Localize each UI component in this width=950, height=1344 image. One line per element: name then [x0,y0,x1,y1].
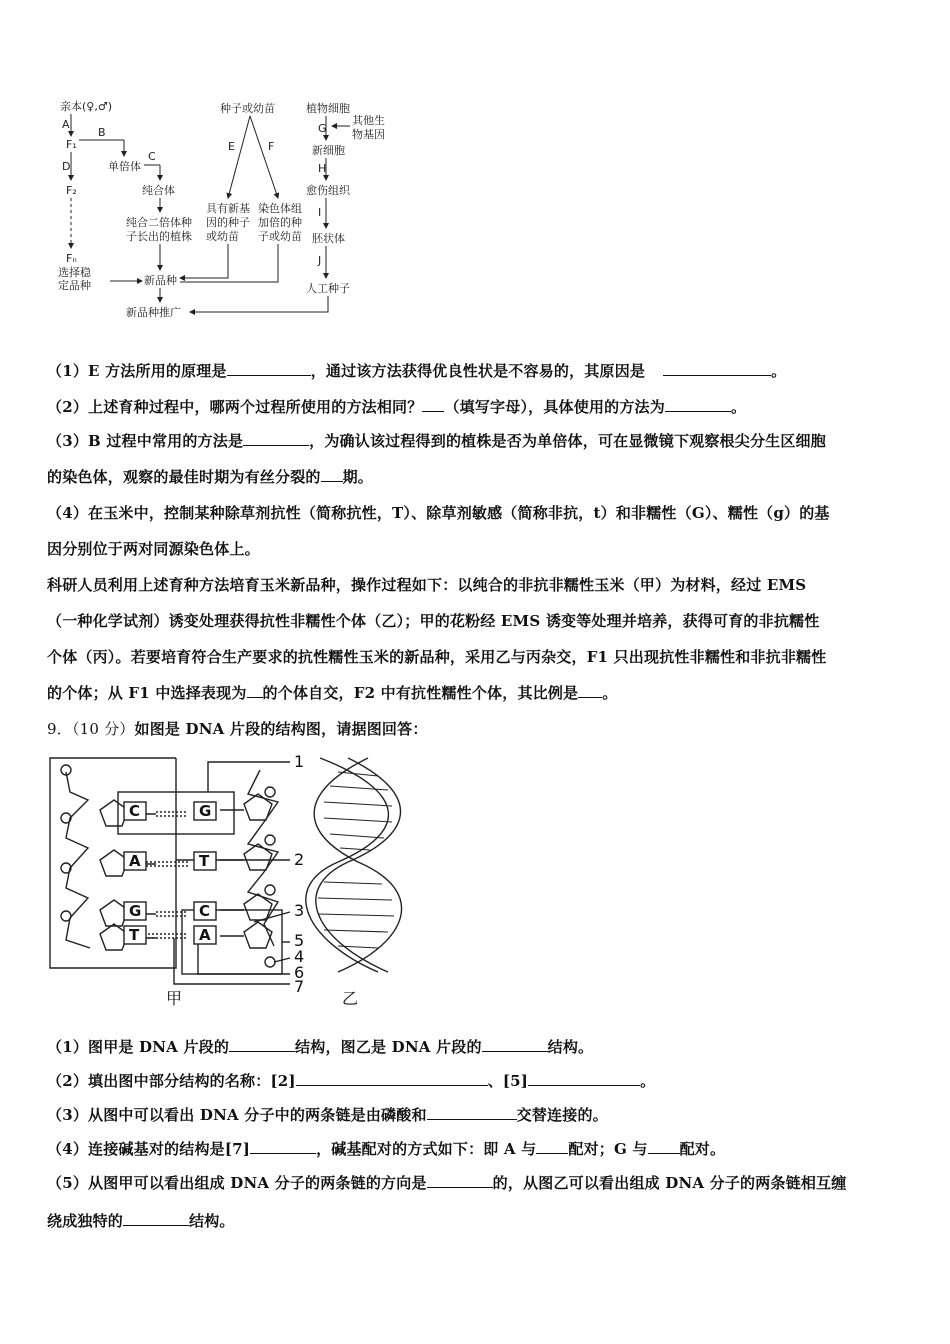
select-stable-line1: 选择稳 [58,266,91,279]
q9-heading [47,718,428,739]
new-cell-label: 新细胞 [312,144,345,157]
q9-sub5-text-b: 的，从图乙可以看出组成 DNA 分子的两条链相互缠 [492,1174,847,1192]
left-base-1: C [129,802,141,820]
letter-g: G [318,122,327,135]
right-base-1: G [199,802,212,820]
q9-score: （10 分） [71,720,135,738]
q8-paragraph-text4-b: 的个体自交，F2 中有抗性糯性个体，其比例是 [262,684,579,702]
f1-label: F₁ [66,138,77,151]
letter-f: F [268,140,275,153]
q9-sub4 [47,1138,725,1159]
answer-blank[interactable] [296,1071,488,1086]
q8-paragraph-line4 [47,682,617,703]
answer-blank[interactable] [578,683,602,698]
q8-part3-text-b: ，为确认该过程得到的植株是否为单倍体，可在显微镜下观察根尖分生区细胞 [309,432,826,450]
q8-paragraph-line1 [47,574,806,595]
seed-seedling-label: 种子或幼苗 [220,102,275,115]
q9-sub5-text-a: （5）从图甲可以看出组成 DNA 分子的两条链的方向是 [47,1174,427,1192]
q9-sub4-text-c: 配对；G 与 [568,1140,648,1158]
right-base-4: A [199,926,211,944]
answer-blank[interactable] [482,1037,548,1052]
chromosome-doubled-line2: 加倍的种 [258,216,302,229]
q8-part1-text-b: ，通过该方法获得优良性状是不容易的，其原因是 [310,362,646,380]
q8-part2 [47,396,746,417]
chromosome-doubled-line3: 子或幼苗 [258,230,302,243]
haploid-label: 单倍体 [108,160,141,173]
label-5: 5 [294,931,305,950]
q8-paragraph-text2: （一种化学试剂）诱变处理获得抗性非糯性个体（乙）；甲的花粉经 EMS 诱变等处理并培养，获得可育的非抗糯性 [47,612,820,630]
chromosome-doubled-line1: 染色体组 [258,202,302,215]
homozygous-label: 纯合体 [142,184,175,197]
q8-part4-cont [47,538,260,559]
q8-part1-text-a: （1）E 方法所用的原理是 [47,362,227,380]
answer-blank[interactable] [427,1105,517,1120]
answer-blank[interactable] [321,467,343,482]
dna-diagram [48,752,438,1008]
q8-paragraph-text4-c: 。 [602,684,618,702]
q9-sub1-text-a: （1）图甲是 DNA 片段的 [47,1038,230,1056]
answer-blank[interactable] [427,1173,493,1188]
q8-part3b-text-a: 的染色体，观察的最佳时期为有丝分裂的 [47,468,321,486]
q8-part3-text-a: （3）B 过程中常用的方法是 [47,432,244,450]
other-gene-line2: 物基因 [352,128,385,141]
diploid-plant-line2: 子长出的植株 [126,230,192,243]
answer-blank[interactable] [422,397,444,412]
label-2: 2 [294,850,305,869]
label-6: 6 [294,963,305,982]
q8-part2-text-b: （填写字母），具体使用的方法为 [444,398,665,416]
q8-paragraph-text3: 个体（丙）。若要培育符合生产要求的抗性糯性玉米的新品种，采用乙与丙杂交，F1 只出现抗性非糯性和非抗非糯性 [47,648,827,666]
answer-blank[interactable] [247,683,263,698]
fn-label: Fₙ [66,252,77,265]
answer-blank[interactable] [229,1037,295,1052]
q9-sub5b-text-a: 绕成独特的 [47,1212,124,1230]
q9-sub1-text-b: 结构，图乙是 DNA 片段的 [295,1038,482,1056]
q9-sub4-text-b: ，碱基配对的方式如下：即 A 与 [316,1140,537,1158]
q9-stem: 如图是 DNA 片段的结构图，请据图回答： [134,720,428,738]
left-base-2: A [129,852,141,870]
letter-j: J [318,254,322,267]
new-gene-seed-line1: 具有新基 [206,202,250,215]
letter-h: H [318,162,327,175]
new-gene-seed-line3: 或幼苗 [206,230,239,243]
q9-sub2-text-b: 、[5] [487,1072,529,1090]
breeding-diagram-svg [50,98,385,328]
q9-sub3 [47,1104,608,1125]
answer-blank[interactable] [528,1071,640,1086]
other-gene-line1: 其他生 [352,114,385,127]
q9-sub5-cont [47,1210,235,1231]
q9-sub4-text-a: （4）连接碱基对的结构是[7] [47,1140,251,1158]
q8-paragraph-text1: 科研人员利用上述育种方法培育玉米新品种，操作过程如下：以纯合的非抗非糯性玉米（甲）为材料，经过 EMS [47,576,807,594]
q8-part3-cont [47,466,373,487]
answer-blank[interactable] [123,1211,189,1226]
q8-paragraph-line2 [47,610,819,631]
letter-e: E [228,140,235,153]
label-1: 1 [294,752,305,771]
letter-d: D [62,160,71,173]
q9-sub1-text-c: 结构。 [547,1038,594,1056]
diploid-plant-line1: 纯合二倍体种 [126,216,192,229]
right-base-2: T [199,852,210,870]
embryoid-label: 胚状体 [312,232,345,245]
caption-jia: 甲 [166,989,183,1008]
q8-part4 [47,502,830,523]
left-base-4: T [129,926,140,944]
answer-blank[interactable] [665,397,731,412]
answer-blank[interactable] [250,1139,316,1154]
label-4: 4 [294,947,305,966]
right-base-3: C [199,902,211,920]
letter-c: C [148,150,156,163]
q8-part1-text-c: 。 [771,362,787,380]
letter-b: B [98,126,106,139]
q9-sub5b-text-b: 结构。 [189,1212,235,1230]
q8-part3 [47,430,826,451]
q8-paragraph-text4-a: 的个体；从 F1 中选择表现为 [47,684,247,702]
f2-label: F₂ [66,184,77,197]
q8-part1 [47,360,786,381]
answer-blank[interactable] [243,431,309,446]
letter-i: I [318,206,322,219]
q8-part2-text-c: 。 [730,398,747,416]
parent-label: 亲本(♀,♂) [60,100,112,113]
q9-sub1 [47,1036,593,1057]
select-stable-line2: 定品种 [58,279,91,292]
q8-part3b-text-b: 期。 [342,468,374,486]
letter-a: A [62,118,70,131]
label-3: 3 [294,901,305,920]
q9-number: 9． [47,720,72,738]
label-7: 7 [294,977,305,996]
promotion-label: 新品种推广 [126,306,181,319]
callus-label: 愈伤组织 [306,184,350,197]
answer-blank[interactable] [227,361,311,376]
q9-sub3-text-b: 交替连接的。 [516,1106,608,1124]
dna-diagram-svg [48,752,438,1008]
q9-sub2-text-c: 。 [640,1072,656,1090]
answer-blank[interactable] [536,1139,568,1154]
caption-yi: 乙 [342,989,359,1008]
new-gene-seed-line2: 因的种子 [206,216,250,229]
artificial-seed-label: 人工种子 [306,282,350,295]
q9-sub4-text-d: 配对。 [679,1140,726,1158]
q9-sub5 [47,1172,846,1193]
q9-sub3-text-a: （3）从图中可以看出 DNA 分子中的两条链是由磷酸和 [47,1106,427,1124]
q8-part2-text-a: （2）上述育种过程中，哪两个过程所使用的方法相同？ [47,398,423,416]
q8-part4-text: （4）在玉米中，控制某种除草剂抗性（简称抗性，T）、除草剂敏感（简称非抗，t）和非糯性（G）、糯性（g）的基 [47,504,830,522]
new-variety-label: 新品种 [144,274,177,287]
q9-sub2-text-a: （2）填出图中部分结构的名称：[2] [47,1072,296,1090]
answer-blank[interactable] [663,361,771,376]
breeding-diagram [50,98,385,328]
q9-sub2 [47,1070,655,1091]
q8-part4b-text: 因分别位于两对同源染色体上。 [47,540,260,558]
answer-blank[interactable] [648,1139,680,1154]
q8-paragraph-line3 [47,646,826,667]
left-base-3: G [129,902,142,920]
plant-cell-label: 植物细胞 [306,102,350,115]
